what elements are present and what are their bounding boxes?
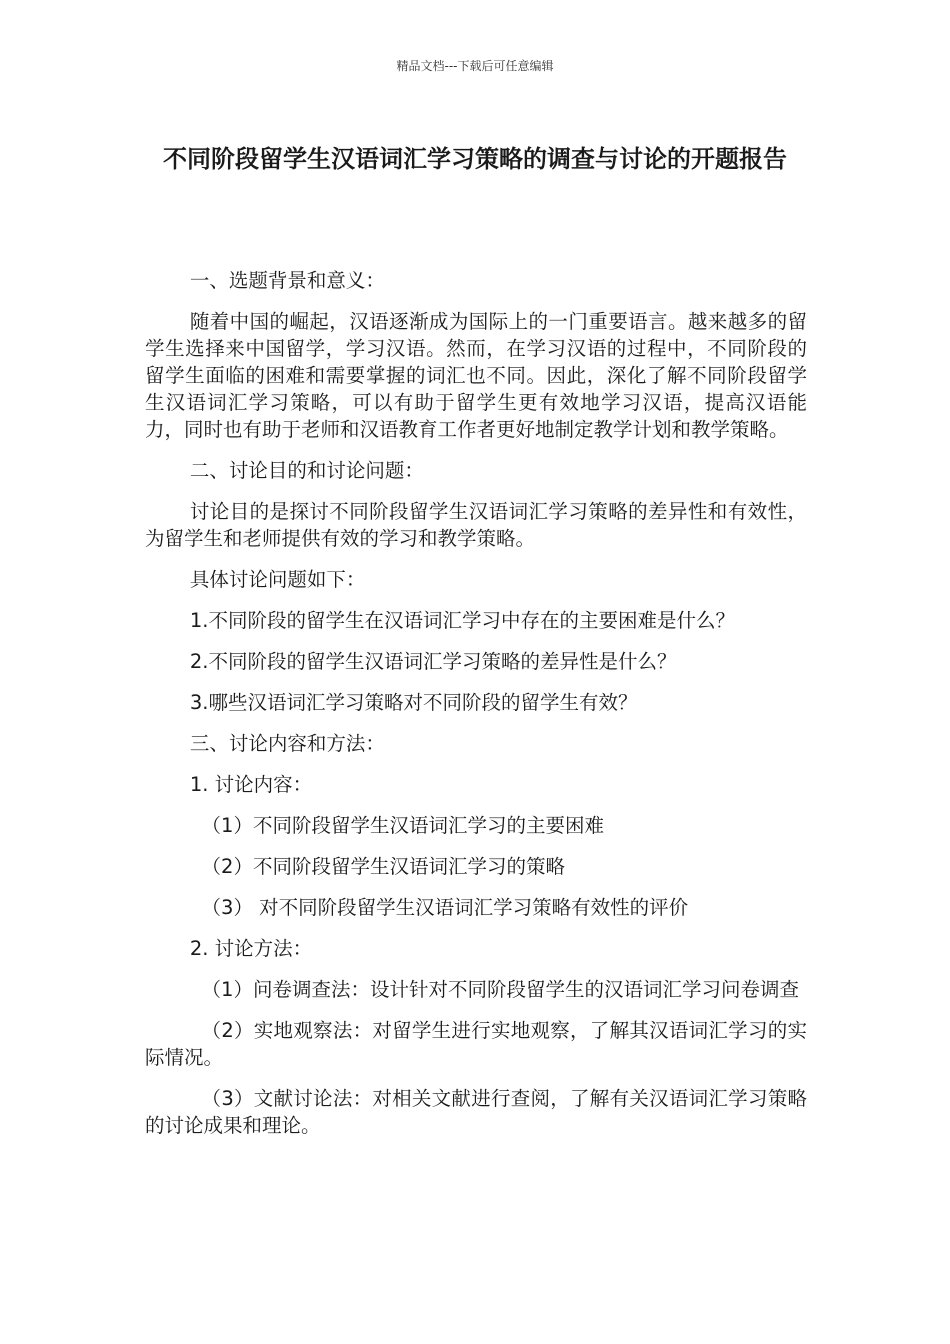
- document-body: [145, 267, 807, 1153]
- question-item-1: 1.不同阶段的留学生在汉语词汇学习中存在的主要困难是什么？: [189, 609, 735, 632]
- method-item-3: （3）文献讨论法：对相关文献进行查阅，了解有关汉语词汇学习策略的讨论成果和理论。: [145, 1087, 807, 1137]
- question-item-2: 2.不同阶段的留学生汉语词汇学习策略的差异性是什么？: [189, 650, 677, 673]
- method-item-1: （1）问卷调查法：设计针对不同阶段留学生的汉语词汇学习问卷调查: [201, 978, 799, 1001]
- paragraph-purpose: 讨论目的是探讨不同阶段留学生汉语词汇学习策略的差异性和有效性，为留学生和老师提供有效的学习和教学策略。: [145, 500, 807, 550]
- header-note: 精品文档---下载后可任意编辑: [396, 59, 554, 73]
- questions-intro: 具体讨论问题如下：: [189, 568, 366, 591]
- document-title: 不同阶段留学生汉语词汇学习策略的调查与讨论的开题报告: [163, 145, 787, 173]
- content-item-1: （1）不同阶段留学生汉语词汇学习的主要困难: [201, 814, 604, 837]
- content-item-2: （2）不同阶段留学生汉语词汇学习的策略: [201, 855, 565, 878]
- method-item-2: （2）实地观察法：对留学生进行实地观察，了解其汉语词汇学习的实际情况。: [145, 1019, 807, 1069]
- question-item-3: 3.哪些汉语词汇学习策略对不同阶段的留学生有效？: [189, 691, 638, 714]
- paragraph-background: 随着中国的崛起，汉语逐渐成为国际上的一门重要语言。越来越多的留学生选择来中国留学，学习汉语。然而，在学习汉语的过程中，不同阶段的留学生面临的困难和需要掌握的词汇也不同。因此，深化了解不同阶段留学生汉语词汇学习策略，可以有助于留学生更有效地学习汉语，提高汉语能力，同时也有助于老师和汉语教育工作者更好地制定教学计划和教学策略。: [145, 310, 807, 441]
- section-heading-purpose: 二、讨论目的和讨论问题：: [189, 459, 424, 482]
- subsection-content: 1. 讨论内容：: [189, 773, 313, 796]
- content-item-3: （3） 对不同阶段留学生汉语词汇学习策略有效性的评价: [201, 896, 689, 919]
- subsection-methods: 2. 讨论方法：: [189, 937, 313, 960]
- section-heading-background: 一、选题背景和意义：: [189, 269, 385, 292]
- section-heading-content-methods: 三、讨论内容和方法：: [189, 732, 385, 755]
